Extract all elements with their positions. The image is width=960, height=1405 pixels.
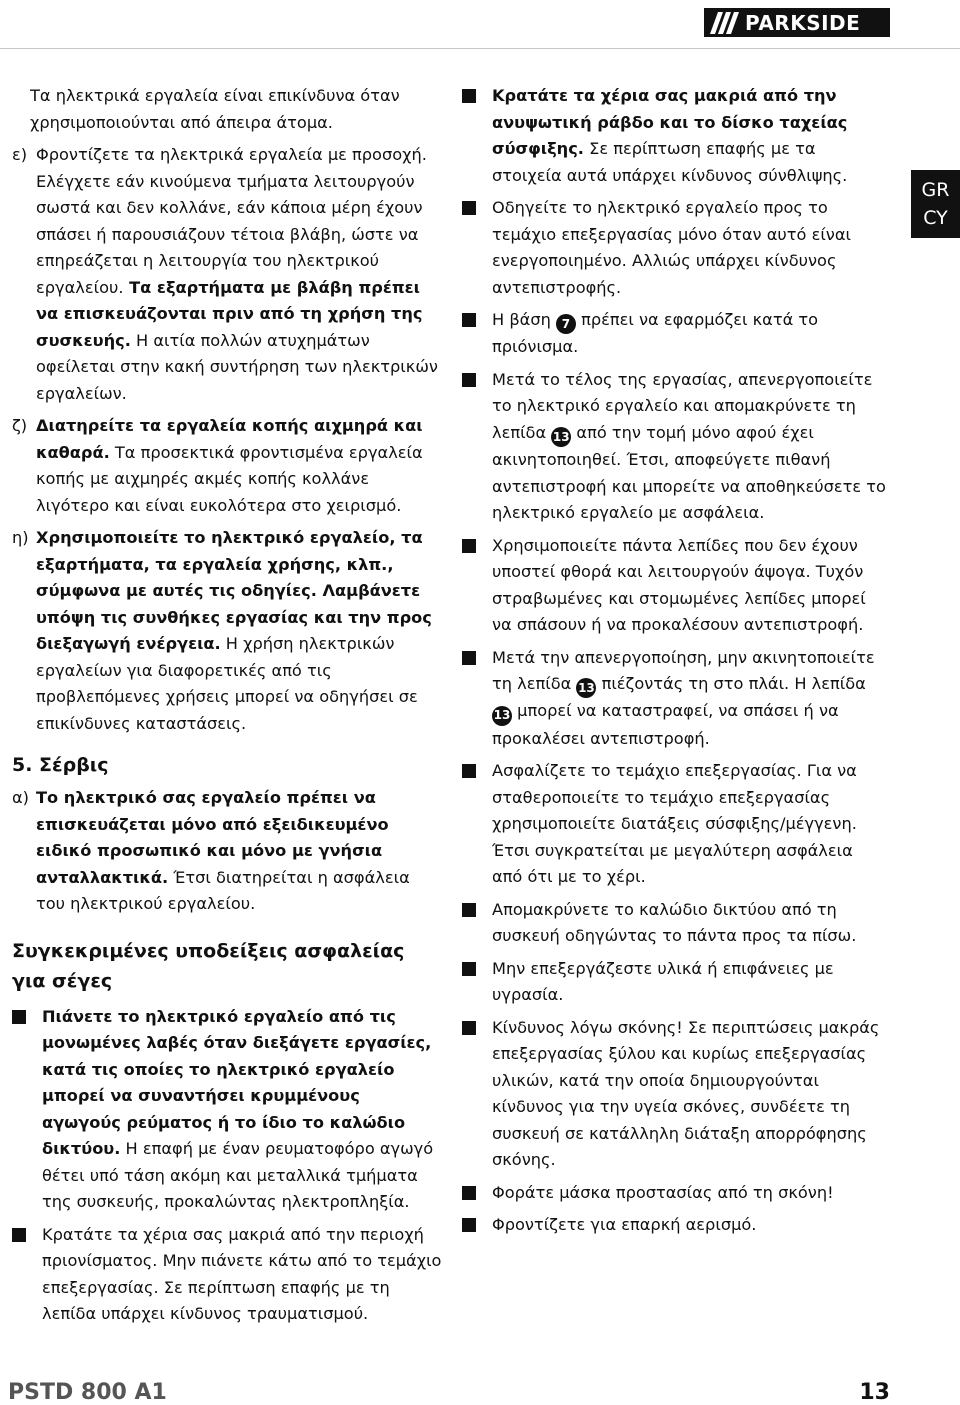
square-bullet-icon	[462, 373, 476, 387]
part-number-badge: 13	[492, 706, 512, 726]
instruction-bold: Κρατάτε τα χέρια σας μακριά από την ανυψωτική ράβδο και το δίσκο ταχείας σύσφιξης.	[492, 86, 848, 158]
square-bullet-icon	[462, 1021, 476, 1035]
footer-model-name: PSTD 800 A1	[8, 1380, 167, 1405]
square-bullet-icon	[462, 764, 476, 778]
instruction-bold: Τα εξαρτήματα με βλάβη πρέπει να επισκευάζονται πριν από τη χρήση της συσκευής.	[36, 277, 423, 350]
square-bullet-icon	[462, 1218, 476, 1232]
list-marker: η)	[12, 528, 29, 547]
instruction-text: Ελέγχετε εάν κινούμενα τμήματα λειτουργούν σωστά και δεν κολλάνε, εάν κάποια μέρη έχουν σπάσει ή παρουσιάζουν τέτοια βλάβη, ώστε να επηρεάζεται η λειτουργία του ηλεκτρικού εργαλείου.	[36, 171, 423, 297]
square-bullet-icon	[462, 962, 476, 976]
section-heading-service: 5. Σέρβις	[12, 754, 109, 776]
bullet-item	[462, 533, 887, 639]
instruction-text: Κρατάτε τα χέρια σας μακριά από την περιοχή πριονίσματος. Μην πιάνετε κάτω από το τεμάχιο επεξεργασίας. Σε περίπτωση επαφής με τη λεπίδα υπάρχει κίνδυνος τραυματισμού.	[42, 1224, 442, 1323]
bullet-item	[462, 758, 887, 891]
list-item-a	[12, 785, 442, 918]
bullet-item	[12, 1004, 442, 1216]
instruction-text: Σε περίπτωση επαφής με τα στοιχεία αυτά υπάρχει κίνδυνος σύνθλιψης.	[492, 139, 848, 185]
bullet-item	[462, 1212, 887, 1239]
square-bullet-icon	[12, 1010, 26, 1024]
square-bullet-icon	[462, 313, 476, 327]
bullet-item	[462, 897, 887, 950]
instruction-text: Η αιτία πολλών ατυχημάτων οφείλεται στην κακή συντήρηση των ηλεκτρικών εργαλείων.	[36, 330, 438, 403]
square-bullet-icon	[462, 201, 476, 215]
left-column	[12, 83, 442, 1334]
part-number-badge: 7	[556, 314, 576, 334]
instruction-text: Οδηγείτε το ηλεκτρικό εργαλείο προς το τεμάχιο επεξεργασίας μόνο όταν αυτό είναι ενεργοποιημένο. Αλλιώς υπάρχει κίνδυνος αντεπιστροφής.	[492, 198, 851, 297]
instruction-text: πιέζοντάς τη στο πλάι. Η λεπίδα	[596, 674, 866, 693]
instruction-bold: Το ηλεκτρικό σας εργαλείο πρέπει να επισκευάζεται μόνο από εξειδικευμένο ειδικό προσωπικό και μόνο με γνήσια ανταλλακτικά.	[36, 788, 389, 887]
square-bullet-icon	[462, 1186, 476, 1200]
instruction-bold: Φροντίζετε τα ηλεκτρικά εργαλεία με προσοχή.	[36, 145, 427, 164]
bullet-item	[12, 1222, 442, 1328]
bullet-item	[462, 956, 887, 1009]
instruction-text: Ασφαλίζετε το τεμάχιο επεξεργασίας. Για να σταθεροποιείτε το τεμάχιο επεξεργασίας χρησιμοποιείτε διατάξεις σύσφιξης/μέγγενη. Έτσι συγκρατείται με μεγαλύτερη ασφάλεια από ότι με το χέρι.	[492, 761, 857, 886]
list-item-e	[12, 142, 442, 407]
instruction-text: πρέπει να εφαρμόζει κατά το πριόνισμα.	[492, 310, 819, 357]
square-bullet-icon	[462, 651, 476, 665]
instruction-text: Μην επεξεργάζεστε υλικά ή επιφάνειες με υγρασία.	[492, 958, 834, 1004]
bullet-item	[462, 307, 887, 361]
list-marker: ζ)	[12, 416, 28, 435]
part-number-badge: 13	[576, 678, 596, 698]
bullet-item	[462, 195, 887, 301]
instruction-bold: Πιάνετε το ηλεκτρικό εργαλείο από τις μονωμένες λαβές όταν διεξάγετε εργασίες, κατά τις οποίες το ηλεκτρικό εργαλείο μπορεί να συναντήσει κρυμμένους αγωγούς ρεύματος ή το ίδιο το καλώδιο δικτύου.	[42, 1006, 432, 1158]
language-tab	[911, 170, 960, 238]
bullet-item	[462, 645, 887, 753]
square-bullet-icon	[462, 903, 476, 917]
list-item-z	[12, 413, 442, 519]
page-number: 13	[859, 1380, 890, 1405]
parkside-logo	[704, 8, 890, 37]
instruction-text: Η χρήση ηλεκτρικών εργαλείων για διαφορετικές από τις προβλεπόμενες χρήσεις μπορεί να οδηγήσει σε επικίνδυνες καταστάσεις.	[36, 634, 418, 733]
list-marker: α)	[12, 788, 29, 807]
square-bullet-icon	[462, 89, 476, 103]
instruction-text: Σε περιπτώσεις μακράς επεξεργασίας ξύλου και κυρίως επεξεργασίας υλικών, κατά την οποία δημιουργούνται κίνδυνος για την υγεία σκόνες, συνδέετε τη συσκευή σε κατάλληλη διάταξη απορρόφησης σκόνης.	[492, 1017, 880, 1169]
logo-stripes-icon	[704, 8, 735, 37]
bullet-item	[462, 1180, 887, 1207]
square-bullet-icon	[12, 1228, 26, 1242]
instruction-text: Η επαφή με έναν ρευματοφόρο αγωγό θέτει υπό τάση ακόμη και μεταλλικά τμήματα της συσκευής, προκαλώντας ηλεκτροπληξία.	[42, 1139, 434, 1211]
instruction-text: Η βάση	[492, 310, 556, 329]
part-number-badge: 13	[551, 427, 571, 447]
instruction-text: Έτσι διατηρείται η ασφάλεια του ηλεκτρικού εργαλείου.	[36, 867, 410, 913]
instruction-text: Μετά την απενεργοποίηση, μην ακινητοποιείτε τη λεπίδα	[492, 647, 875, 693]
instruction-text: Φοράτε μάσκα προστασίας από τη σκόνη!	[492, 1182, 834, 1202]
header-rule	[0, 48, 960, 49]
instruction-text: Χρησιμοποιείτε πάντα λεπίδες που δεν έχουν υποστεί φθορά και λειτουργούν άψογα. Τυχόν στραβωμένες και στομωμένες λεπίδες μπορεί να σπάσουν ή να προκαλέσουν αντεπιστροφή.	[492, 535, 866, 634]
bullet-item	[462, 83, 887, 189]
instruction-text: από την τομή μόνο αφού έχει ακινητοποιηθεί. Έτσι, αποφεύγετε πιθανή αντεπιστροφή και μπορείτε να αποθηκεύσετε το ηλεκτρικό εργαλείο με ασφάλεια.	[492, 422, 886, 522]
bullet-item	[462, 1015, 887, 1174]
right-column	[462, 83, 887, 1245]
logo-text: PARKSIDE	[745, 10, 861, 35]
list-marker: ε)	[12, 145, 28, 164]
list-item-h	[12, 525, 442, 737]
language-code-1: GR	[921, 179, 950, 201]
bullet-item	[462, 367, 887, 527]
instruction-text: μπορεί να καταστραφεί, να σπάσει ή να προκαλέσει αντεπιστροφή.	[492, 701, 839, 748]
intro-paragraph: Τα ηλεκτρικά εργαλεία είναι επικίνδυνα όταν χρησιμοποιούνται από άπειρα άτομα.	[30, 86, 400, 132]
language-code-2: CY	[923, 207, 948, 229]
square-bullet-icon	[462, 539, 476, 553]
instruction-text: Απομακρύνετε το καλώδιο δικτύου από τη συσκευή οδηγώντας το πάντα προς τα πίσω.	[492, 899, 857, 945]
instruction-bold: Διατηρείτε τα εργαλεία κοπής αιχμηρά και καθαρά.	[36, 416, 423, 462]
instruction-bold: Χρησιμοποιείτε το ηλεκτρικό εργαλείο, τα εξαρτήματα, τα εργαλεία χρήσης, κλπ., σύμφωνα με αυτές τις οδηγίες. Λαμβάνετε υπόψη τις συνθήκες εργασίας και την προς διεξαγωγή ενέργεια.	[36, 528, 432, 653]
instruction-warning: Κίνδυνος λόγω σκόνης!	[492, 1017, 683, 1037]
section-heading-specific-safety: Συγκεκριμένες υποδείξεις ασφαλείας για σέγες	[12, 939, 405, 992]
instruction-text: Τα προσεκτικά φροντισμένα εργαλεία κοπής με αιχμηρές ακμές κοπής κολλάνε λιγότερο και είναι ευκολότερα στο χειρισμό.	[36, 442, 423, 515]
instruction-text: Φροντίζετε για επαρκή αερισμό.	[492, 1215, 757, 1234]
instruction-text: Μετά το τέλος της εργασίας, απενεργοποιείτε το ηλεκτρικό εργαλείο και απομακρύνετε τη λεπίδα	[492, 369, 873, 442]
